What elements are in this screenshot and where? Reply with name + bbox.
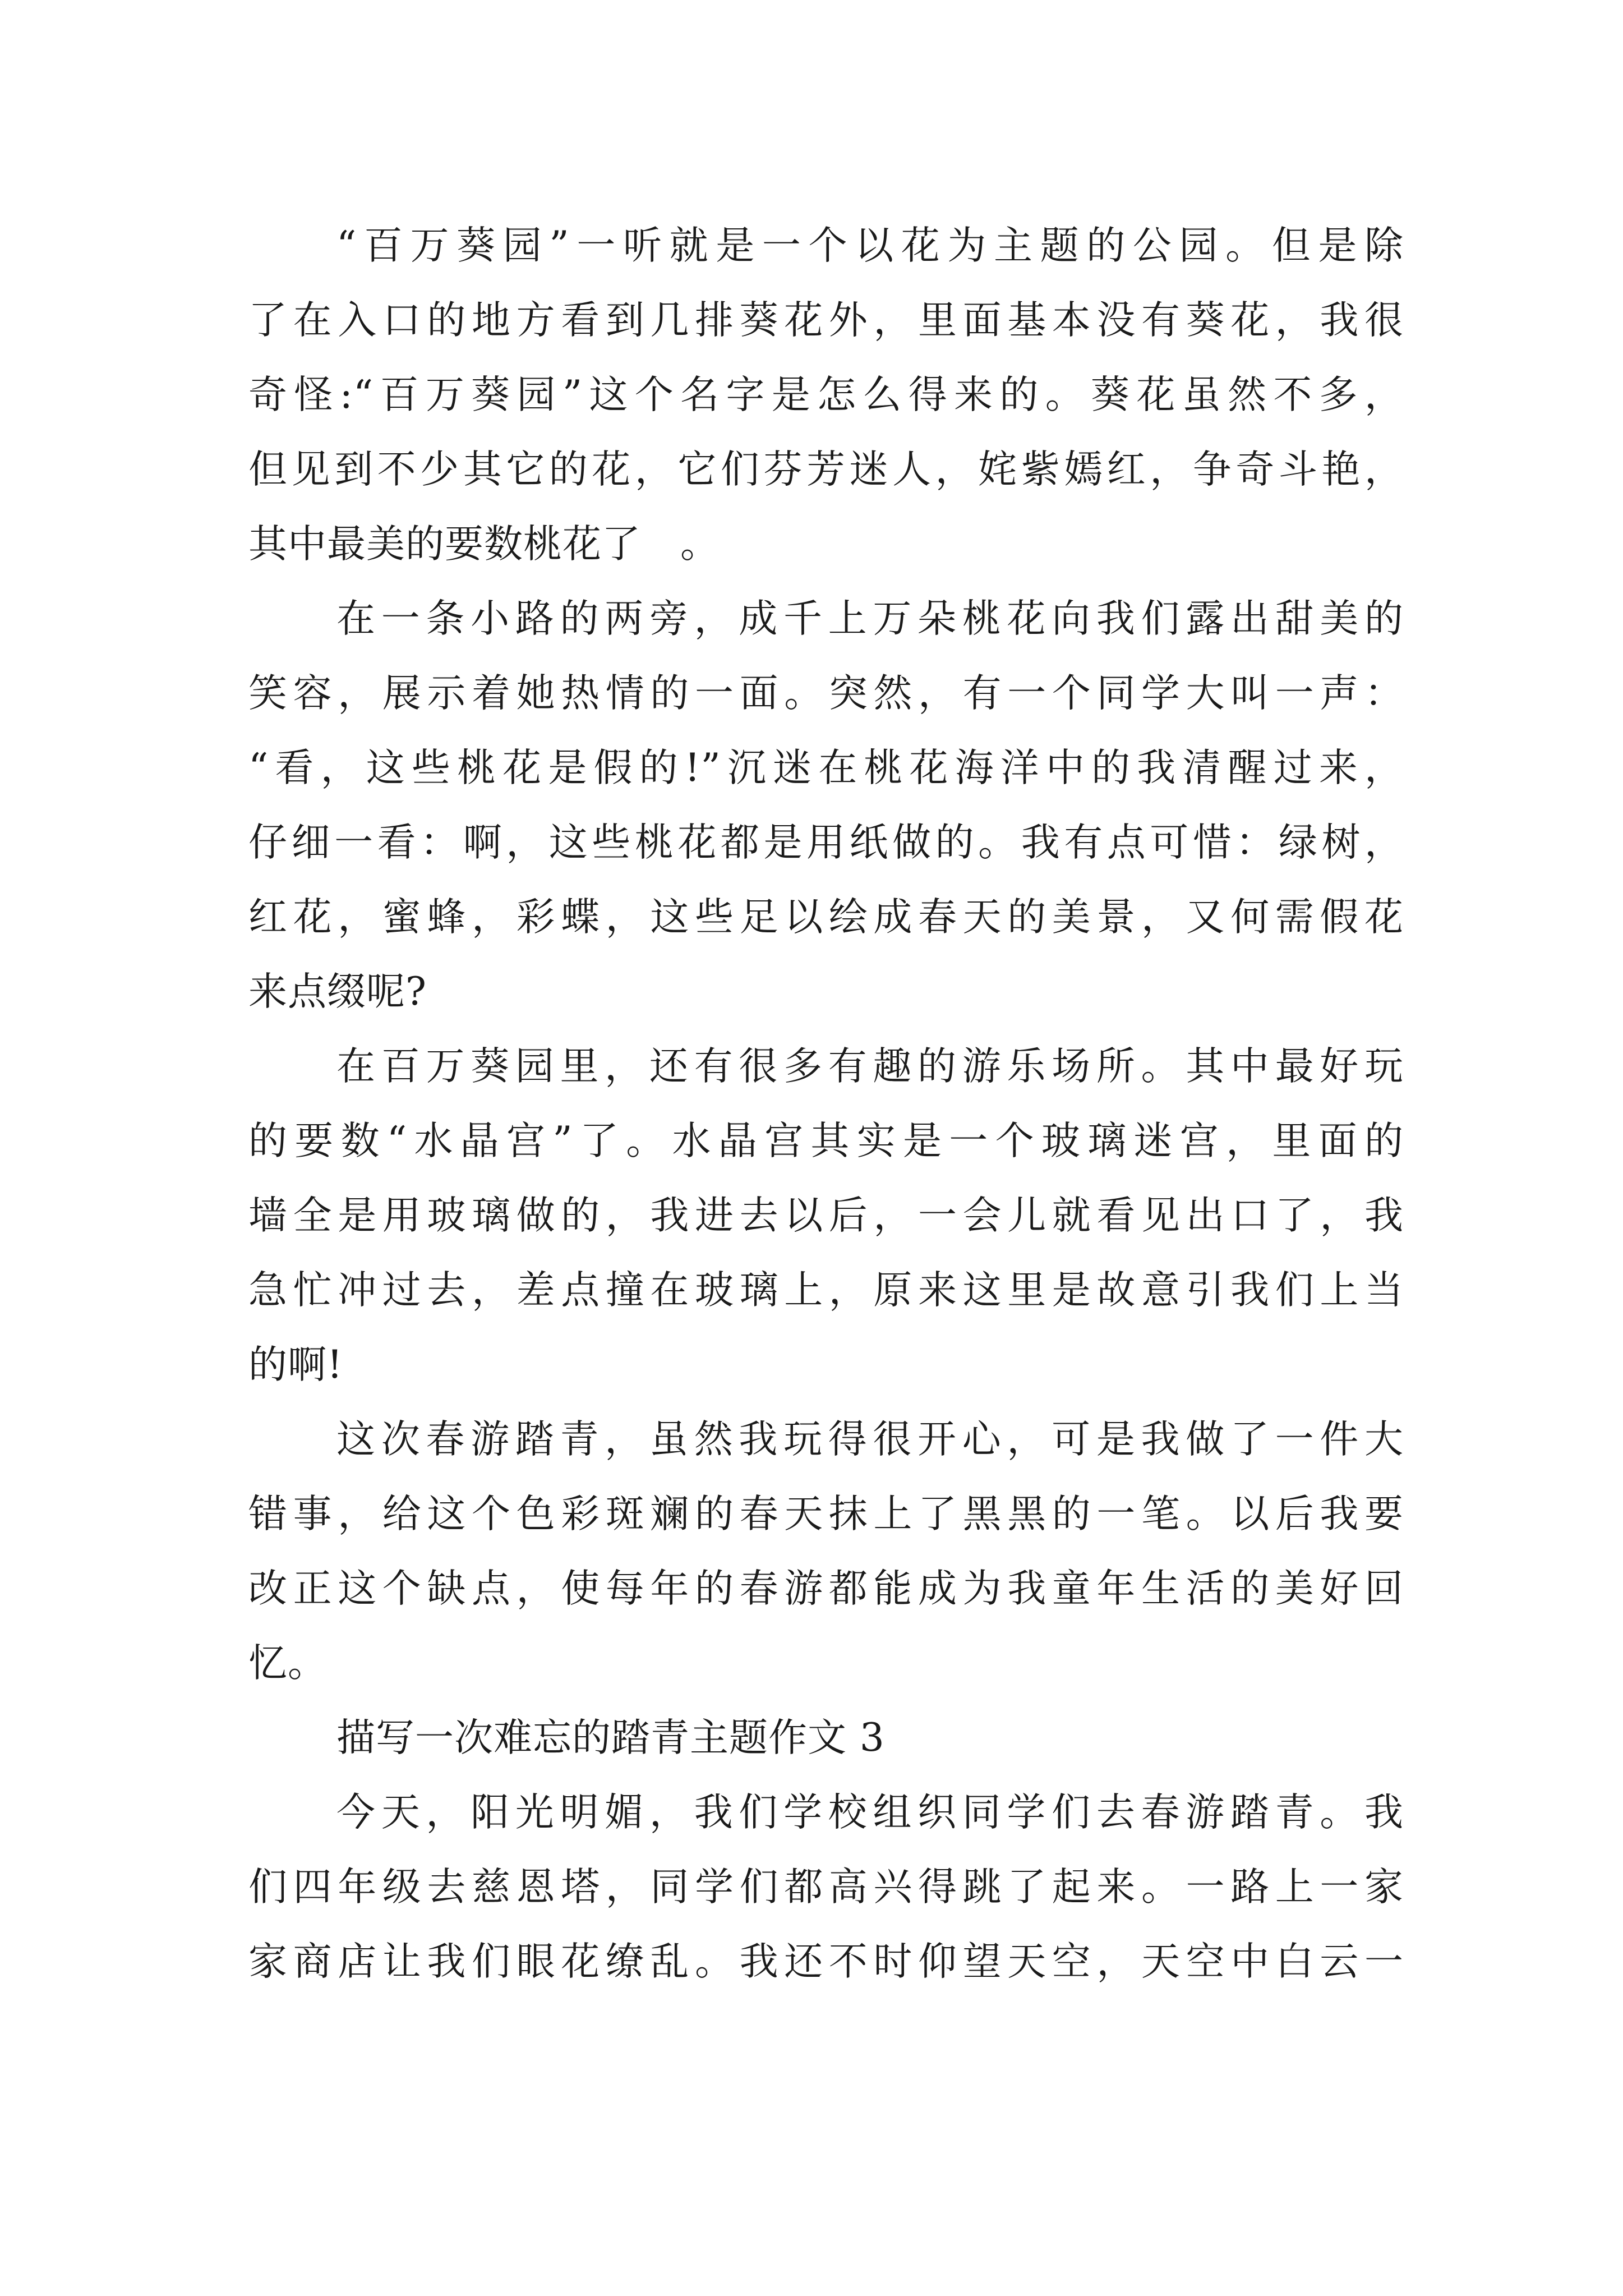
text-line: 了在入口的地方看到几排葵花外，里面基本没有葵花，我很: [248, 298, 1404, 343]
text-line: 笑容，展示着她热情的一面。突然，有一个同学大叫一声：: [248, 671, 1404, 716]
text-line: 改正这个缺点，使每年的春游都能成为我童年生活的美好回: [248, 1566, 1404, 1611]
text-line: 的要数“水晶宫”了。水晶宫其实是一个玻璃迷宫，里面的: [248, 1119, 1404, 1163]
heading-text: 描写一次难忘的踏青主题作文 3: [336, 1715, 885, 1760]
text-line: 仔细一看：啊，这些桃花都是用纸做的。我有点可惜：绿树，: [248, 820, 1404, 865]
text-line: 奇怪:“百万葵园”这个名字是怎么得来的。葵花虽然不多，: [248, 372, 1404, 417]
text-line: 今天，阳光明媚，我们学校组织同学们去春游踏青。我: [336, 1790, 1404, 1835]
text-line: 在一条小路的两旁，成千上万朵桃花向我们露出甜美的: [336, 596, 1404, 641]
text-line: “看，这些桃花是假的!”沉迷在桃花海洋中的我清醒过来，: [248, 746, 1404, 790]
text-line: 来点缀呢?: [248, 969, 427, 1014]
text-line: 忆。: [248, 1641, 327, 1686]
text-line: 墙全是用玻璃做的，我进去以后，一会儿就看见出口了，我: [248, 1193, 1404, 1238]
text-line: 其中最美的要数桃花了 。: [248, 522, 720, 567]
text-line: 红花，蜜蜂，彩蝶，这些足以绘成春天的美景，又何需假花: [248, 895, 1404, 940]
text-line: 在百万葵园里，还有很多有趣的游乐场所。其中最好玩: [336, 1044, 1404, 1089]
text-line: “百万葵园”一听就是一个以花为主题的公园。但是除: [336, 223, 1404, 268]
text-line: 但见到不少其它的花，它们芬芳迷人，姹紫嫣红，争奇斗艳，: [248, 447, 1404, 492]
text-line: 们四年级去慈恩塔，同学们都高兴得跳了起来。一路上一家: [248, 1865, 1404, 1910]
text-line: 家商店让我们眼花缭乱。我还不时仰望天空，天空中白云一: [248, 1939, 1404, 1984]
text-line: 急忙冲过去，差点撞在玻璃上，原来这里是故意引我们上当: [248, 1268, 1404, 1313]
text-line: 的啊!: [248, 1342, 343, 1387]
text-line: 错事，给这个色彩斑斓的春天抹上了黑黑的一笔。以后我要: [248, 1492, 1404, 1536]
text-line: 这次春游踏青，虽然我玩得很开心，可是我做了一件大: [336, 1417, 1404, 1462]
